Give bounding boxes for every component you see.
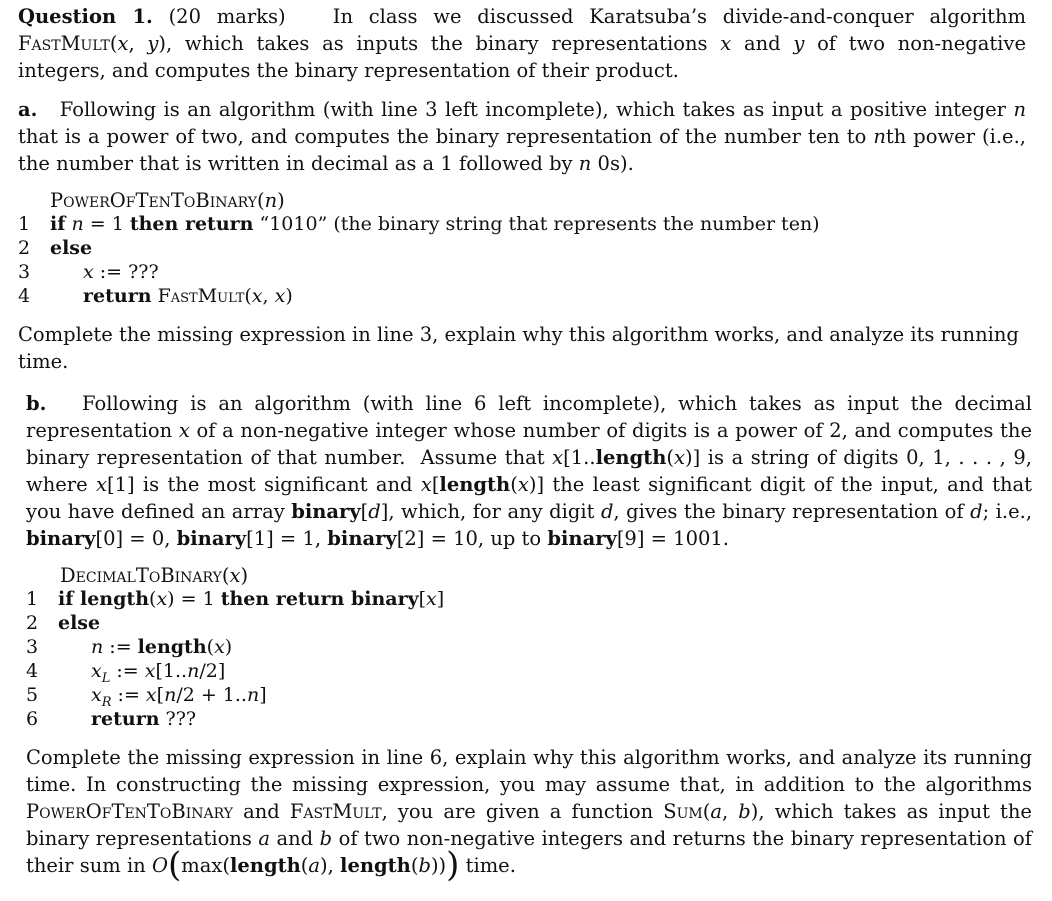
part-a-description — [18, 96, 1026, 177]
part-b-algorithm — [26, 587, 1026, 735]
line-content: return FastMult(x, x) — [83, 285, 293, 307]
line-number: 1 — [26, 588, 39, 610]
line-content: $x_R$ := x[n/2 + 1..n] — [91, 684, 267, 710]
part-a-text: Following is an algorithm (with line 3 left incomplete), which takes as input a positive integer n that is a power of two, and computes the binary representation of the number ten to nth power (i.e., the number that is written in decimal as a 1 followed by n 0s). — [18, 98, 1026, 175]
line-number: 3 — [18, 261, 31, 283]
part-b-line-4 — [26, 659, 1026, 686]
part-b-label: b. — [26, 392, 47, 415]
line-number: 5 — [26, 684, 39, 706]
part-b-description — [26, 390, 1032, 552]
line-number: 2 — [18, 237, 31, 259]
line-content: n := length(x) — [91, 636, 233, 658]
part-a-task: Complete the missing expression in line 3, explain why this algorithm works, and analyze its running time. — [18, 323, 1019, 373]
line-number: 2 — [26, 612, 39, 634]
question-intro-text: In class we discussed Karatsuba’s divide-and-conquer algorithm FastMult(x, y), which takes as inputs the binary representations x and y of two non-negative integers, and computes the binary representation of their product. — [18, 5, 1026, 82]
part-b-algorithm-title: DecimalToBinary(x) — [60, 564, 249, 587]
part-b-text: Following is an algorithm (with line 6 left incomplete), which takes as input the decimal representation x of a non-negative integer whose number of digits is a power of 2, and computes the binary representation of that number. Assume that x[1..length(x)] is a string of digits 0, 1, . . . , 9, where x[1] is the most significant and x[length(x)] the least significant digit of the input, and that you have defined an array binary[d], which, for any digit d, gives the binary representation of d; i.e., binary[0] = 0, binary[1] = 1, binary[2] = 10, up to binary[9] = 1001. — [26, 392, 1033, 550]
line-content: if n = 1 then return “1010” (the binary string that represents the number ten) — [50, 213, 820, 235]
question-intro — [18, 3, 1026, 84]
part-b-task: Complete the missing expression in line 6, explain why this algorithm works, and analyze its running time. In constructing the missing expression, you may assume that, in addition to the algorithms PowerOfTenToBinary and FastMult, you are given a function Sum(a, b), which takes as input the binary representations a and b of two non-negative integers and returns the binary representation of their sum in O(max(length(a), length(b))) time. — [26, 746, 1032, 885]
line-content: else — [58, 612, 101, 634]
line-content: return ??? — [91, 708, 197, 730]
line-number: 1 — [18, 213, 31, 235]
part-b-line-5 — [26, 683, 1026, 710]
line-content: $x_L$ := x[1..n/2] — [91, 660, 226, 686]
part-b-line-2 — [26, 611, 1026, 635]
part-a-algorithm — [18, 212, 1018, 312]
part-b-line-1 — [26, 587, 1026, 611]
line-number: 4 — [26, 660, 39, 682]
part-b-line-3 — [26, 635, 1026, 659]
question-marks: (20 marks) — [168, 5, 286, 28]
part-a-label: a. — [18, 98, 38, 121]
part-a-line-1 — [18, 212, 1018, 236]
part-b-line-6 — [26, 707, 1026, 731]
line-number: 6 — [26, 708, 39, 730]
line-content: x := ??? — [83, 261, 159, 283]
part-a-line-4 — [18, 284, 1018, 308]
line-content: else — [50, 237, 93, 259]
part-a-line-2 — [18, 236, 1018, 260]
part-a-line-3 — [18, 260, 1018, 284]
question-heading: Question 1. — [18, 5, 153, 28]
part-a-algorithm-title: PowerOfTenToBinary(n) — [50, 189, 285, 212]
line-content: if length(x) = 1 then return binary[x] — [58, 588, 445, 610]
line-number: 3 — [26, 636, 39, 658]
line-number: 4 — [18, 285, 31, 307]
